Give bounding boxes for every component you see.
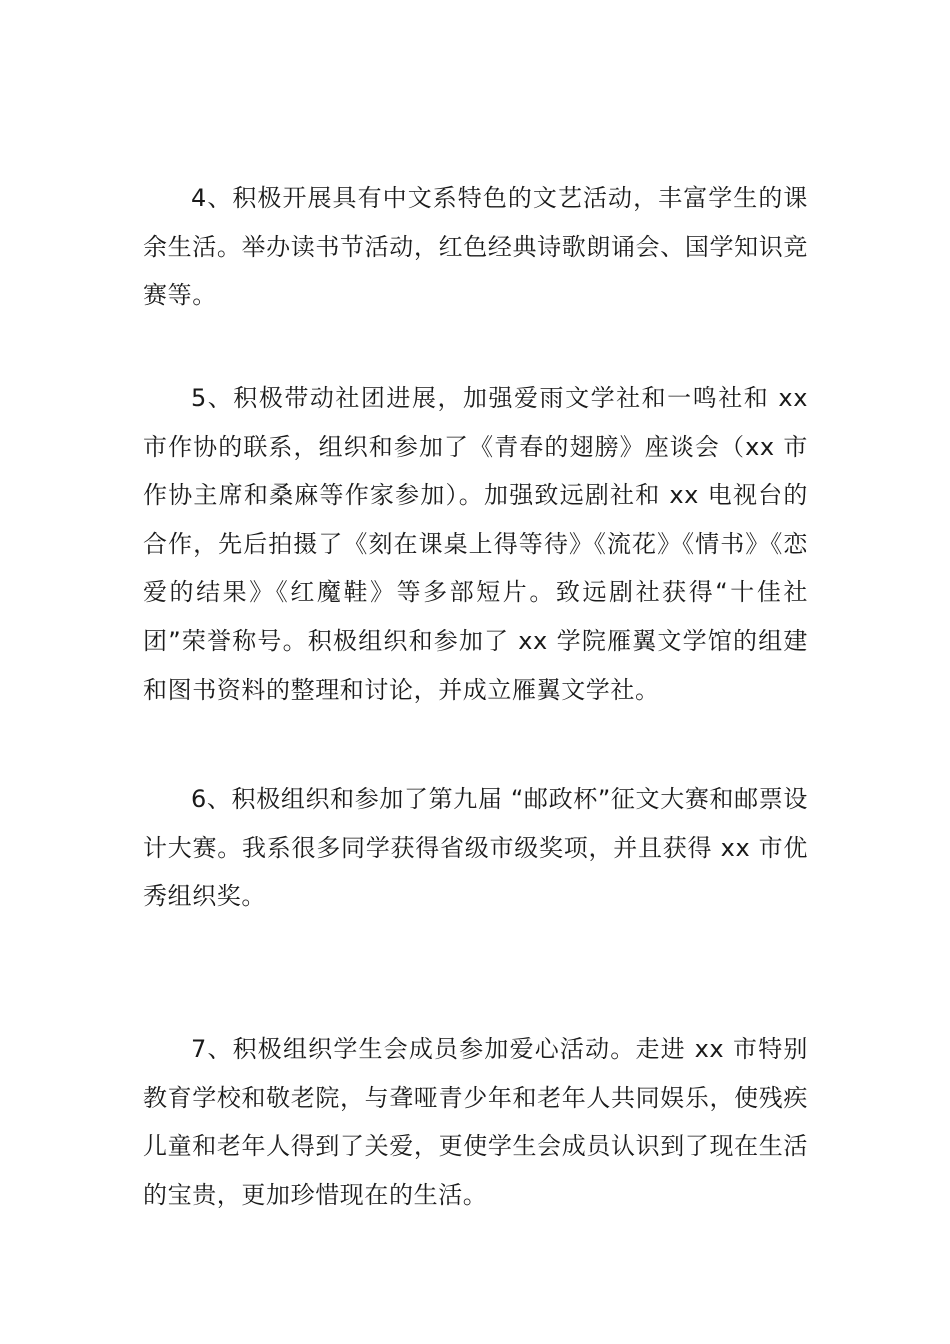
paragraph-item-5: 5、积极带动社团进展，加强爱雨文学社和一鸣社和 xx 市作协的联系，组织和参加了《青春的翅膀》座谈会（xx 市作协主席和桑麻等作家参加）。加强致远剧社和 xx 电视台的合作，先后拍摄了《刻在课桌上得等待》《流花》《情书》《恋爱的结果》《红魔鞋》等多部短片。致远剧社获得“十佳社团”荣誉称号。积极组织和参加了 xx 学院雁翼文学馆的组建和图书资料的整理和讨论，并成立雁翼文学社。 [143,384,808,704]
paragraph-item-6: 6、积极组织和参加了第九届 “邮政杯”征文大赛和邮票设计大赛。我系很多同学获得省级市级奖项，并且获得 xx 市优秀组织奖。 [143,785,808,911]
paragraph-item-4: 4、积极开展具有中文系特色的文艺活动，丰富学生的课余生活。举办读书节活动，红色经典诗歌朗诵会、国学知识竞赛等。 [143,184,808,310]
paragraph-item-7: 7、积极组织学生会成员参加爱心活动。走进 xx 市特别教育学校和敬老院，与聋哑青少年和老年人共同娱乐，使残疾儿童和老年人得到了关爱，更使学生会成员认识到了现在生活的宝贵，更加珍惜现在的生活。 [143,1035,808,1209]
